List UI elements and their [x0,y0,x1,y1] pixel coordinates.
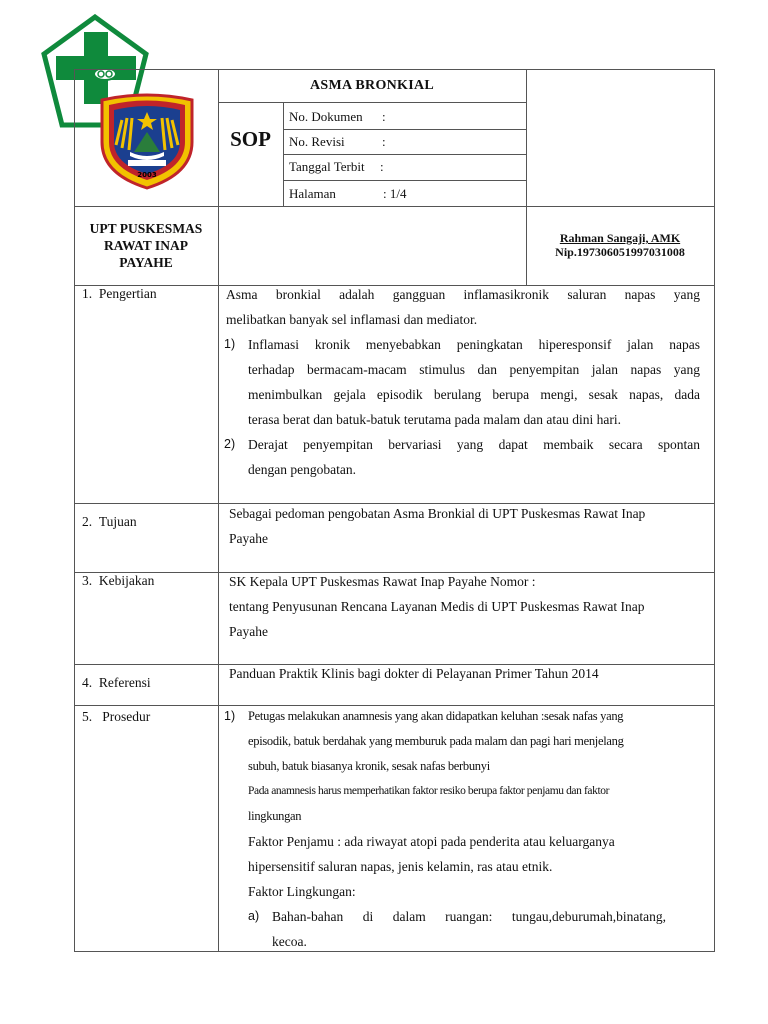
section-referensi-label [82,675,151,691]
regional-emblem [94,90,200,190]
body-line: tentang Penyusunan Rencana Layanan Medis di UPT Puskesmas Rawat Inap [229,599,645,614]
signature-name: Rahman Sangaji, AMK [559,231,681,245]
item-line: menimbulkan gejala episodik berulang berupa mengi, sesak napas, dada [248,387,700,402]
procedure-line: Faktor Lingkungan: [248,884,356,899]
procedure-line: Pada anamnesis harus memperhatikan faktor resiko berupa faktor penjamu dan faktor [248,785,610,797]
meta-value-dokumen: : [382,109,386,124]
item-line: Inflamasi kronik menyebabkan peningkatan hiperesponsif jalan napas [248,337,700,352]
section-title: Kebijakan [98,573,155,588]
meta-label-halaman: Halaman [289,186,336,201]
body-line: Payahe [229,531,268,546]
sop-label: SOP [230,127,271,151]
meta-value-halaman: : 1/4 [383,186,407,201]
section-pengertian-body [226,282,700,482]
body-line: Panduan Praktik Klinis bagi dokter di Pelayanan Primer Tahun 2014 [229,666,599,681]
item-marker: 1) [224,709,236,723]
procedure-line: Faktor Penjamu : ada riwayat atopi pada penderita atau keluarganya [248,834,615,849]
item-line: Derajat penyempitan bervariasi yang dapat membaik secara spontan [248,437,700,452]
section-title: Referensi [98,675,151,690]
item-marker: 1) [224,337,236,351]
body-line: Payahe [229,624,268,639]
procedure-line: episodik, batuk berdahak yang memburuk pada malam dan pagi hari menjelang [248,734,624,748]
section-prosedur-body [226,704,708,954]
item-marker: 2) [224,437,236,451]
section-referensi-body [229,661,707,686]
section-tujuan-body [229,501,707,551]
document-title: ASMA BRONKIAL [309,78,435,93]
sub-item-line: Bahan-bahan di dalam ruangan: tungau,deburumah,binatang, [272,909,666,924]
meta-label-tanggal-terbit: Tanggal Terbit [289,159,365,174]
section-pengertian-label [82,286,157,302]
procedure-line: lingkungan [248,809,302,823]
body-line: Sebagai pedoman pengobatan Asma Bronkial di UPT Puskesmas Rawat Inap [229,506,646,521]
item-line: terasa berat dan batuk-batuk terutama pada malam dan atau dini hari. [248,412,621,427]
section-prosedur-label [82,709,150,725]
meta-value-tanggal-terbit: : [380,159,384,174]
procedure-line: hipersensitif saluran napas, jenis kelamin, ras atau etnik. [248,859,553,874]
signature-nip: Nip.197306051997031008 [555,245,685,259]
section-kebijakan-label [82,573,154,589]
sub-item-line: kecoa. [272,934,307,949]
section-number: 4. [82,675,93,690]
procedure-line: Petugas melakukan anamnesis yang akan didapatkan keluhan :sesak nafas yang [248,709,624,723]
meta-value-revisi: : [382,134,386,149]
meta-label-revisi: No. Revisi [289,134,345,149]
section-number: 1. [82,286,93,301]
intro-line: melibatkan banyak sel inflamasi dan mediator. [226,312,478,327]
unit-name [74,220,218,271]
section-number: 3. [82,573,93,588]
section-title: Tujuan [98,514,137,529]
body-line: SK Kepala UPT Puskesmas Rawat Inap Payahe Nomor : [229,574,536,589]
procedure-line: subuh, batuk biasanya kronik, sesak nafas berbunyi [248,759,490,773]
item-line: terhadap bermacam-macam stimulus dan penyempitan jalan napas yang [248,362,700,377]
sub-item-marker: a) [248,909,260,923]
unit-name-line-3: PAYAHE [119,255,173,270]
section-tujuan-label [82,514,137,530]
unit-name-line-1: UPT PUSKESMAS [89,221,203,236]
meta-label-dokumen: No. Dokumen [289,109,363,124]
intro-line: Asma bronkial adalah gangguan inflamasikronik saluran napas yang [226,287,700,302]
emblem-year: 2003 [137,171,157,179]
section-title: Pengertian [98,286,157,301]
section-kebijakan-body [229,569,707,644]
section-title: Prosedur [102,709,151,724]
section-number: 5. [82,709,93,724]
section-number: 2. [82,514,93,529]
item-line: dengan pengobatan. [248,462,356,477]
unit-name-line-2: RAWAT INAP [104,238,188,253]
